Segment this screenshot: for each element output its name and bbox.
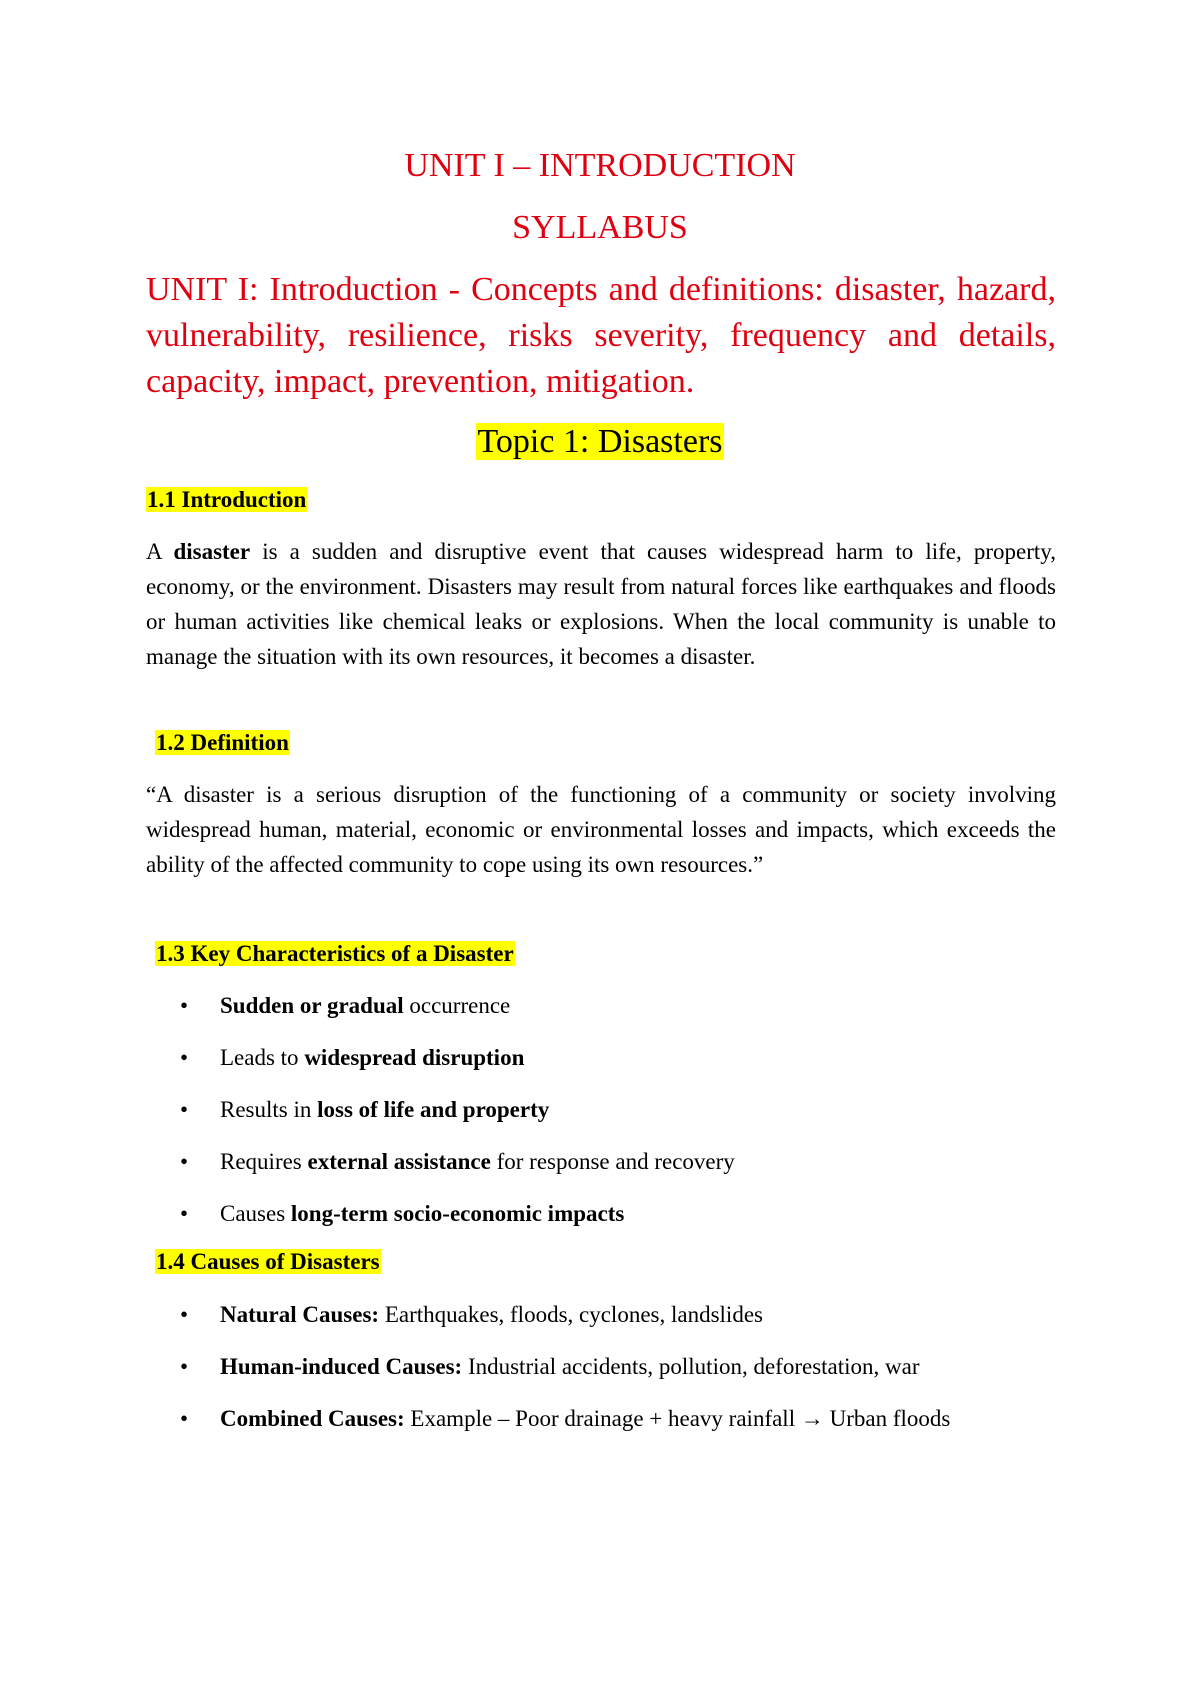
item-bold: Sudden or gradual (220, 993, 404, 1018)
bullet-icon: • (180, 1045, 189, 1070)
section-heading-definition (155, 728, 290, 758)
bullet-icon: • (180, 993, 189, 1018)
syllabus-title: SYLLABUS (512, 209, 688, 246)
unit-title: UNIT I – INTRODUCTION (404, 147, 796, 184)
intro-text-b: is a sudden and disruptive event that causes widespread harm to life, property, economy, or the environment. Disasters may result from natural forces like earthquakes and floods or human activities like chemical leaks or explosions. When the local community is unable to manage the situation with its own resources, it becomes a disaster. (146, 539, 1056, 669)
item-bold: loss of life and property (317, 1097, 550, 1122)
intro-text-bold: disaster (173, 539, 251, 564)
list-item (180, 988, 1056, 1023)
introduction-paragraph (146, 534, 1056, 674)
bullet-icon: • (180, 1201, 189, 1226)
bullet-icon: • (180, 1302, 189, 1327)
topic-heading-wrap (0, 420, 1200, 464)
list-item (180, 1196, 1056, 1231)
definition-heading: 1.2 Definition (156, 730, 289, 755)
item-text: Earthquakes, floods, cyclones, landslides (379, 1302, 763, 1327)
bullet-icon: • (180, 1149, 189, 1174)
item-text: Results in (220, 1097, 318, 1122)
list-item (180, 1040, 1056, 1075)
item-bold: long-term socio-economic impacts (290, 1201, 625, 1226)
item-text: Industrial accidents, pollution, deforestation, war (462, 1354, 920, 1379)
bullet-icon: • (180, 1354, 189, 1379)
item-bold: Human-induced Causes: (220, 1354, 463, 1379)
bullet-icon: • (180, 1406, 189, 1431)
characteristics-heading: 1.3 Key Characteristics of a Disaster (156, 941, 514, 966)
item-bold: widespread disruption (304, 1045, 525, 1070)
item-bold: Combined Causes: (220, 1406, 405, 1431)
causes-list (180, 1297, 1056, 1436)
bullet-icon: • (180, 1097, 189, 1122)
list-item (180, 1092, 1056, 1127)
item-text: Causes (220, 1201, 291, 1226)
item-text: Requires (220, 1149, 308, 1174)
causes-heading: 1.4 Causes of Disasters (156, 1249, 380, 1274)
introduction-heading: 1.1 Introduction (147, 487, 307, 512)
section-heading-causes (155, 1247, 381, 1277)
item-text: Example – Poor drainage + heavy rainfall → Urban floods (404, 1406, 951, 1431)
section-heading-introduction (146, 485, 307, 515)
intro-text-a: A (146, 539, 174, 564)
item-bold: Natural Causes: (220, 1302, 380, 1327)
section-heading-characteristics (155, 939, 515, 969)
list-item (180, 1349, 1056, 1384)
item-text: for response and recovery (490, 1149, 735, 1174)
item-text: Leads to (220, 1045, 305, 1070)
list-item (180, 1401, 1056, 1436)
characteristics-list (180, 988, 1056, 1231)
list-item (180, 1144, 1056, 1179)
syllabus-text: UNIT I: Introduction - Concepts and definitions: disaster, hazard, vulnerability, resilience, risks severity, frequency and details, capacity, impact, prevention, mitigation. (146, 271, 1056, 400)
definition-paragraph: “A disaster is a serious disruption of the functioning of a community or society involving widespread human, material, economic or environmental losses and impacts, which exceeds the ability of the affected community to cope using its own resources.” (146, 782, 1056, 877)
topic-heading: Topic 1: Disasters (477, 423, 723, 460)
item-text: occurrence (403, 993, 511, 1018)
list-item (180, 1297, 1056, 1332)
item-bold: external assistance (307, 1149, 491, 1174)
